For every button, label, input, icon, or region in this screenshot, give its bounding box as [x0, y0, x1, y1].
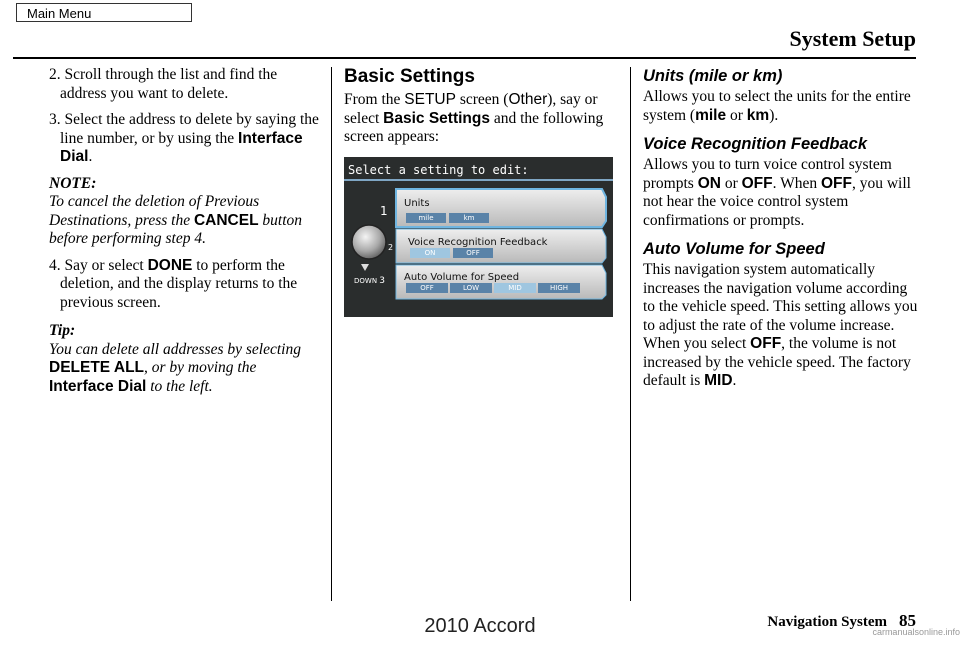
watermark: carmanualsonline.info	[872, 627, 960, 637]
km-term: km	[746, 106, 770, 124]
setup-term: SETUP	[404, 91, 456, 108]
column-divider-left	[331, 67, 332, 601]
volume-row-label: Auto Volume for Speed	[404, 271, 520, 283]
voice-feedback-heading: Voice Recognition Feedback	[643, 135, 868, 153]
main-menu-label: Main Menu	[27, 6, 92, 21]
dial-label-2: 2	[388, 242, 394, 252]
step-4	[49, 257, 321, 313]
note-text-end: button before performing step 4.	[49, 211, 303, 247]
middle-column	[344, 66, 619, 317]
on-term: ON	[697, 174, 721, 192]
header-divider	[13, 57, 916, 59]
voice-feedback-section	[643, 134, 918, 230]
tip-text: You can delete all addresses by selecting	[49, 340, 301, 358]
volume-off-label: OFF	[420, 283, 434, 292]
basic-settings-heading: Basic Settings	[344, 66, 475, 87]
step-number: 4.	[49, 256, 61, 274]
text: or	[724, 174, 738, 192]
step-text: Say or select	[64, 256, 144, 274]
auto-volume-heading: Auto Volume for Speed	[643, 240, 825, 258]
text: Allows you to select the units for the entire system (	[643, 88, 911, 124]
volume-mid-label: MID	[508, 283, 522, 292]
voice-row-label: Voice Recognition Feedback	[408, 236, 548, 248]
interface-dial-term: Interface Dial	[49, 377, 147, 395]
units-row-label: Units	[404, 197, 430, 209]
basic-settings-term: Basic Settings	[383, 109, 490, 127]
step-text: Select the address to delete by saying the line number, or by using the	[60, 111, 319, 147]
other-term: Other	[508, 91, 548, 108]
page-number: 85	[899, 611, 916, 630]
off-term: OFF	[750, 335, 782, 352]
tip-title: Tip:	[49, 322, 76, 339]
basic-settings-screenshot	[344, 157, 613, 317]
step-number: 2.	[49, 66, 61, 83]
mile-button-label: mile	[418, 213, 434, 222]
column-divider-right	[630, 67, 631, 601]
off-button-label: OFF	[466, 248, 480, 257]
auto-volume-section	[643, 239, 918, 391]
text: screen (	[459, 91, 509, 108]
cancel-term: CANCEL	[193, 211, 259, 229]
mile-term: mile	[695, 106, 727, 124]
note-text: To cancel the deletion of Previous Destinations, press the	[49, 193, 260, 229]
volume-high-label: HIGH	[549, 283, 569, 292]
tip-text-end: to the left.	[150, 377, 213, 395]
text: ), say or select	[344, 91, 598, 127]
step-text: Scroll through the list and find the address you want to delete.	[60, 66, 278, 102]
down-text: DOWN	[354, 276, 378, 285]
units-section	[643, 66, 918, 125]
delete-all-term: DELETE ALL	[49, 359, 145, 376]
off-term: OFF	[820, 174, 852, 192]
text: . When	[772, 174, 818, 192]
left-column	[49, 66, 321, 404]
right-column	[643, 66, 918, 400]
text: or	[729, 106, 743, 124]
main-menu-button[interactable]	[16, 3, 192, 22]
text: When you select	[643, 335, 747, 352]
km-button-label: km	[463, 213, 475, 222]
page-title: System Setup	[789, 26, 916, 51]
text: and the following screen appears:	[344, 109, 604, 145]
note	[49, 175, 321, 249]
units-heading: Units (mile or km)	[643, 67, 783, 85]
text: , you will not hear the voice control system confirmations or prompts.	[643, 174, 911, 229]
note-title: NOTE:	[49, 174, 97, 192]
done-term: DONE	[147, 256, 193, 274]
step-text-end: to perform the deletion, and the display returns to the previous screen.	[60, 256, 298, 311]
tip-text-mid: , or by moving the	[144, 359, 257, 376]
off-term: OFF	[741, 174, 773, 192]
text: From the	[344, 91, 401, 108]
footer-label: Navigation System	[767, 614, 887, 630]
step-number: 3.	[49, 111, 61, 128]
down-number: 3	[379, 275, 386, 286]
mid-term: MID	[704, 372, 733, 389]
text: This navigation system automatically increases the navigation volume according to the vehicle speed. This setting allows you to adjust the rate of the volume increase.	[643, 261, 918, 334]
screen-title: Select a setting to edit:	[348, 162, 529, 177]
basic-settings-paragraph	[344, 91, 619, 147]
text: Allows you to turn voice control system prompts	[643, 156, 892, 192]
step-2	[49, 66, 321, 103]
text: , the volume is not increased by the vehicle speed. The factory default is	[643, 335, 911, 389]
dial-label-1: 1	[380, 203, 388, 218]
model-year-label: 2010 Accord	[424, 615, 536, 637]
text: .	[732, 372, 737, 389]
interface-dial-term: Interface Dial	[60, 129, 303, 165]
tip	[49, 322, 321, 396]
step-3	[49, 111, 321, 167]
text: ).	[769, 106, 779, 124]
on-button-label: ON	[424, 248, 436, 257]
step-text-end: .	[88, 148, 93, 165]
down-label	[354, 272, 385, 291]
interface-dial-icon	[352, 225, 386, 259]
volume-low-label: LOW	[462, 283, 480, 292]
